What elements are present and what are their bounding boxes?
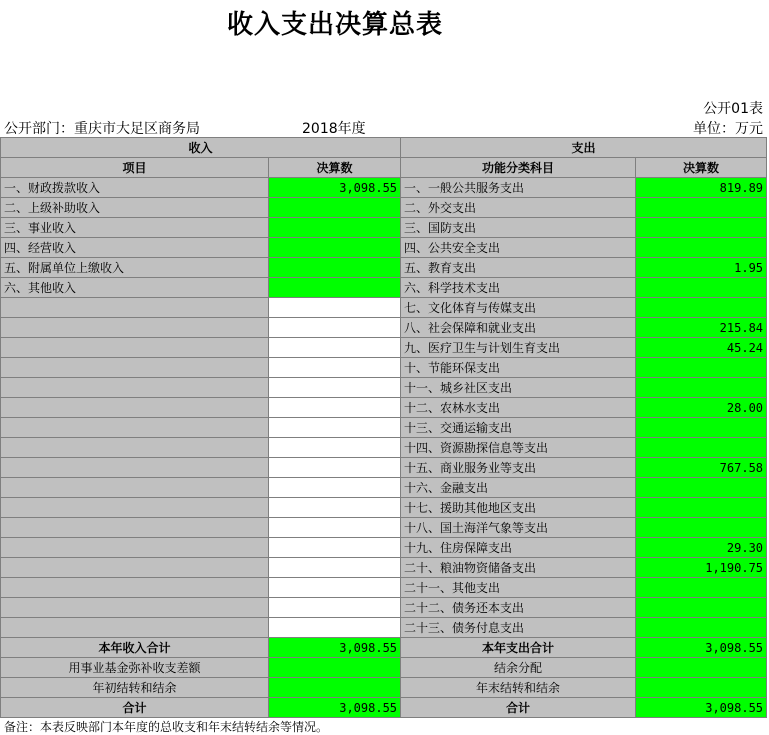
table-row [1, 258, 767, 278]
income-value-cell [269, 418, 401, 438]
table-row [1, 498, 767, 518]
expense-item-cell: 十四、资源勘探信息等支出 [401, 438, 636, 458]
total-row [1, 658, 767, 678]
expense-item-cell: 九、医疗卫生与计划生育支出 [401, 338, 636, 358]
table-row [1, 278, 767, 298]
income-value-cell [269, 198, 401, 218]
expense-value-cell: 819.89 [636, 178, 767, 198]
table-row [1, 178, 767, 198]
income-item-cell [1, 458, 269, 478]
income-item-cell [1, 298, 269, 318]
expense-value-cell [636, 238, 767, 258]
income-value-cell [269, 238, 401, 258]
expense-item-cell: 十三、交通运输支出 [401, 418, 636, 438]
expense-total-value: 3,098.55 [636, 698, 767, 718]
table-row [1, 618, 767, 638]
income-value-cell [269, 318, 401, 338]
income-item-cell [1, 478, 269, 498]
expense-total-label: 年末结转和结余 [401, 678, 636, 698]
income-value-cell [269, 338, 401, 358]
income-item-cell [1, 518, 269, 538]
table-row [1, 238, 767, 258]
expense-value-cell [636, 438, 767, 458]
income-item-cell [1, 498, 269, 518]
expense-total-value: 3,098.55 [636, 638, 767, 658]
expense-item-cell: 十七、援助其他地区支出 [401, 498, 636, 518]
income-total-value [269, 658, 401, 678]
table-row [1, 418, 767, 438]
income-item-cell [1, 438, 269, 458]
table-row [1, 338, 767, 358]
expense-item-cell: 二十二、债务还本支出 [401, 598, 636, 618]
expense-header: 支出 [401, 138, 767, 158]
expense-value-cell [636, 618, 767, 638]
expense-item-cell: 二十一、其他支出 [401, 578, 636, 598]
income-total-label: 合计 [1, 698, 269, 718]
income-item-cell [1, 358, 269, 378]
table-number: 公开01表 [703, 101, 763, 117]
table-body [1, 138, 767, 718]
income-value-cell [269, 378, 401, 398]
income-value-cell [269, 518, 401, 538]
income-total-value: 3,098.55 [269, 638, 401, 658]
income-value-cell [269, 278, 401, 298]
expense-value-cell: 28.00 [636, 398, 767, 418]
table-row [1, 458, 767, 478]
expense-total-label: 合计 [401, 698, 636, 718]
table-row [1, 298, 767, 318]
income-total-label: 用事业基金弥补收支差额 [1, 658, 269, 678]
expense-value-cell [636, 218, 767, 238]
expense-value-cell [636, 378, 767, 398]
total-row [1, 678, 767, 698]
income-value-cell [269, 598, 401, 618]
expense-item-cell: 三、国防支出 [401, 218, 636, 238]
total-row [1, 638, 767, 658]
page-title: 收入支出决算总表 [226, 10, 443, 40]
income-value-cell [269, 438, 401, 458]
expense-value-cell [636, 518, 767, 538]
income-item-cell: 三、事业收入 [1, 218, 269, 238]
income-item-cell [1, 618, 269, 638]
table-header-row-2 [1, 158, 767, 178]
expense-value-cell: 29.30 [636, 538, 767, 558]
income-amount-header: 决算数 [269, 158, 401, 178]
income-item-cell [1, 338, 269, 358]
expense-value-cell [636, 578, 767, 598]
year-label: 2018年度 [302, 121, 366, 137]
expense-value-cell [636, 418, 767, 438]
expense-item-cell: 十、节能环保支出 [401, 358, 636, 378]
income-item-cell [1, 398, 269, 418]
table-row [1, 518, 767, 538]
budget-summary-table [0, 137, 767, 718]
expense-total-label: 结余分配 [401, 658, 636, 678]
expense-value-cell: 767.58 [636, 458, 767, 478]
table-row [1, 318, 767, 338]
table-row [1, 378, 767, 398]
expense-item-cell: 十二、农林水支出 [401, 398, 636, 418]
income-header: 收入 [1, 138, 401, 158]
income-item-cell: 二、上级补助收入 [1, 198, 269, 218]
income-value-cell [269, 538, 401, 558]
expense-item-cell: 二十三、债务付息支出 [401, 618, 636, 638]
expense-item-cell: 十九、住房保障支出 [401, 538, 636, 558]
income-item-cell [1, 418, 269, 438]
income-value-cell [269, 578, 401, 598]
table-row [1, 358, 767, 378]
expense-total-value [636, 658, 767, 678]
expense-item-cell: 七、文化体育与传媒支出 [401, 298, 636, 318]
income-item-cell: 四、经营收入 [1, 238, 269, 258]
income-total-value: 3,098.55 [269, 698, 401, 718]
income-total-value [269, 678, 401, 698]
table-row [1, 218, 767, 238]
income-total-label: 年初结转和结余 [1, 678, 269, 698]
expense-item-cell: 六、科学技术支出 [401, 278, 636, 298]
footnote: 备注：本表反映部门本年度的总收支和年末结转结余等情况。 [4, 720, 329, 734]
expense-total-label: 本年支出合计 [401, 638, 636, 658]
expense-item-cell: 十六、金融支出 [401, 478, 636, 498]
income-value-cell [269, 298, 401, 318]
expense-value-cell: 215.84 [636, 318, 767, 338]
expense-value-cell: 45.24 [636, 338, 767, 358]
table-row [1, 478, 767, 498]
income-item-cell [1, 378, 269, 398]
expense-item-cell: 四、公共安全支出 [401, 238, 636, 258]
expense-item-cell: 五、教育支出 [401, 258, 636, 278]
income-value-cell [269, 498, 401, 518]
func-item-header: 功能分类科目 [401, 158, 636, 178]
table-row [1, 198, 767, 218]
income-item-cell [1, 538, 269, 558]
income-value-cell [269, 358, 401, 378]
unit-label: 单位：万元 [693, 121, 763, 137]
income-value-cell [269, 258, 401, 278]
total-row [1, 698, 767, 718]
expense-item-cell: 一、一般公共服务支出 [401, 178, 636, 198]
expense-value-cell [636, 298, 767, 318]
expense-value-cell [636, 478, 767, 498]
expense-item-cell: 八、社会保障和就业支出 [401, 318, 636, 338]
department-label: 公开部门：重庆市大足区商务局 [4, 121, 200, 137]
income-item-cell: 一、财政拨款收入 [1, 178, 269, 198]
table-row [1, 598, 767, 618]
table-row [1, 398, 767, 418]
expense-value-cell: 1.95 [636, 258, 767, 278]
expense-value-cell [636, 498, 767, 518]
income-item-cell [1, 558, 269, 578]
income-item-cell: 五、附属单位上缴收入 [1, 258, 269, 278]
expense-item-cell: 二、外交支出 [401, 198, 636, 218]
income-item-cell [1, 598, 269, 618]
table-row [1, 578, 767, 598]
expense-amount-header: 决算数 [636, 158, 767, 178]
expense-item-cell: 十五、商业服务业等支出 [401, 458, 636, 478]
income-item-cell: 六、其他收入 [1, 278, 269, 298]
income-value-cell [269, 558, 401, 578]
table-row [1, 558, 767, 578]
income-item-cell [1, 578, 269, 598]
expense-item-cell: 十八、国土海洋气象等支出 [401, 518, 636, 538]
income-value-cell [269, 458, 401, 478]
income-value-cell: 3,098.55 [269, 178, 401, 198]
expense-total-value [636, 678, 767, 698]
expense-value-cell [636, 198, 767, 218]
expense-item-cell: 十一、城乡社区支出 [401, 378, 636, 398]
income-value-cell [269, 478, 401, 498]
table-header-row-1 [1, 138, 767, 158]
table-row [1, 538, 767, 558]
income-total-label: 本年收入合计 [1, 638, 269, 658]
expense-value-cell [636, 598, 767, 618]
income-item-cell [1, 318, 269, 338]
table-row [1, 438, 767, 458]
item-header: 项目 [1, 158, 269, 178]
expense-value-cell: 1,190.75 [636, 558, 767, 578]
income-value-cell [269, 618, 401, 638]
income-value-cell [269, 398, 401, 418]
expense-value-cell [636, 278, 767, 298]
income-value-cell [269, 218, 401, 238]
expense-item-cell: 二十、粮油物资储备支出 [401, 558, 636, 578]
expense-value-cell [636, 358, 767, 378]
